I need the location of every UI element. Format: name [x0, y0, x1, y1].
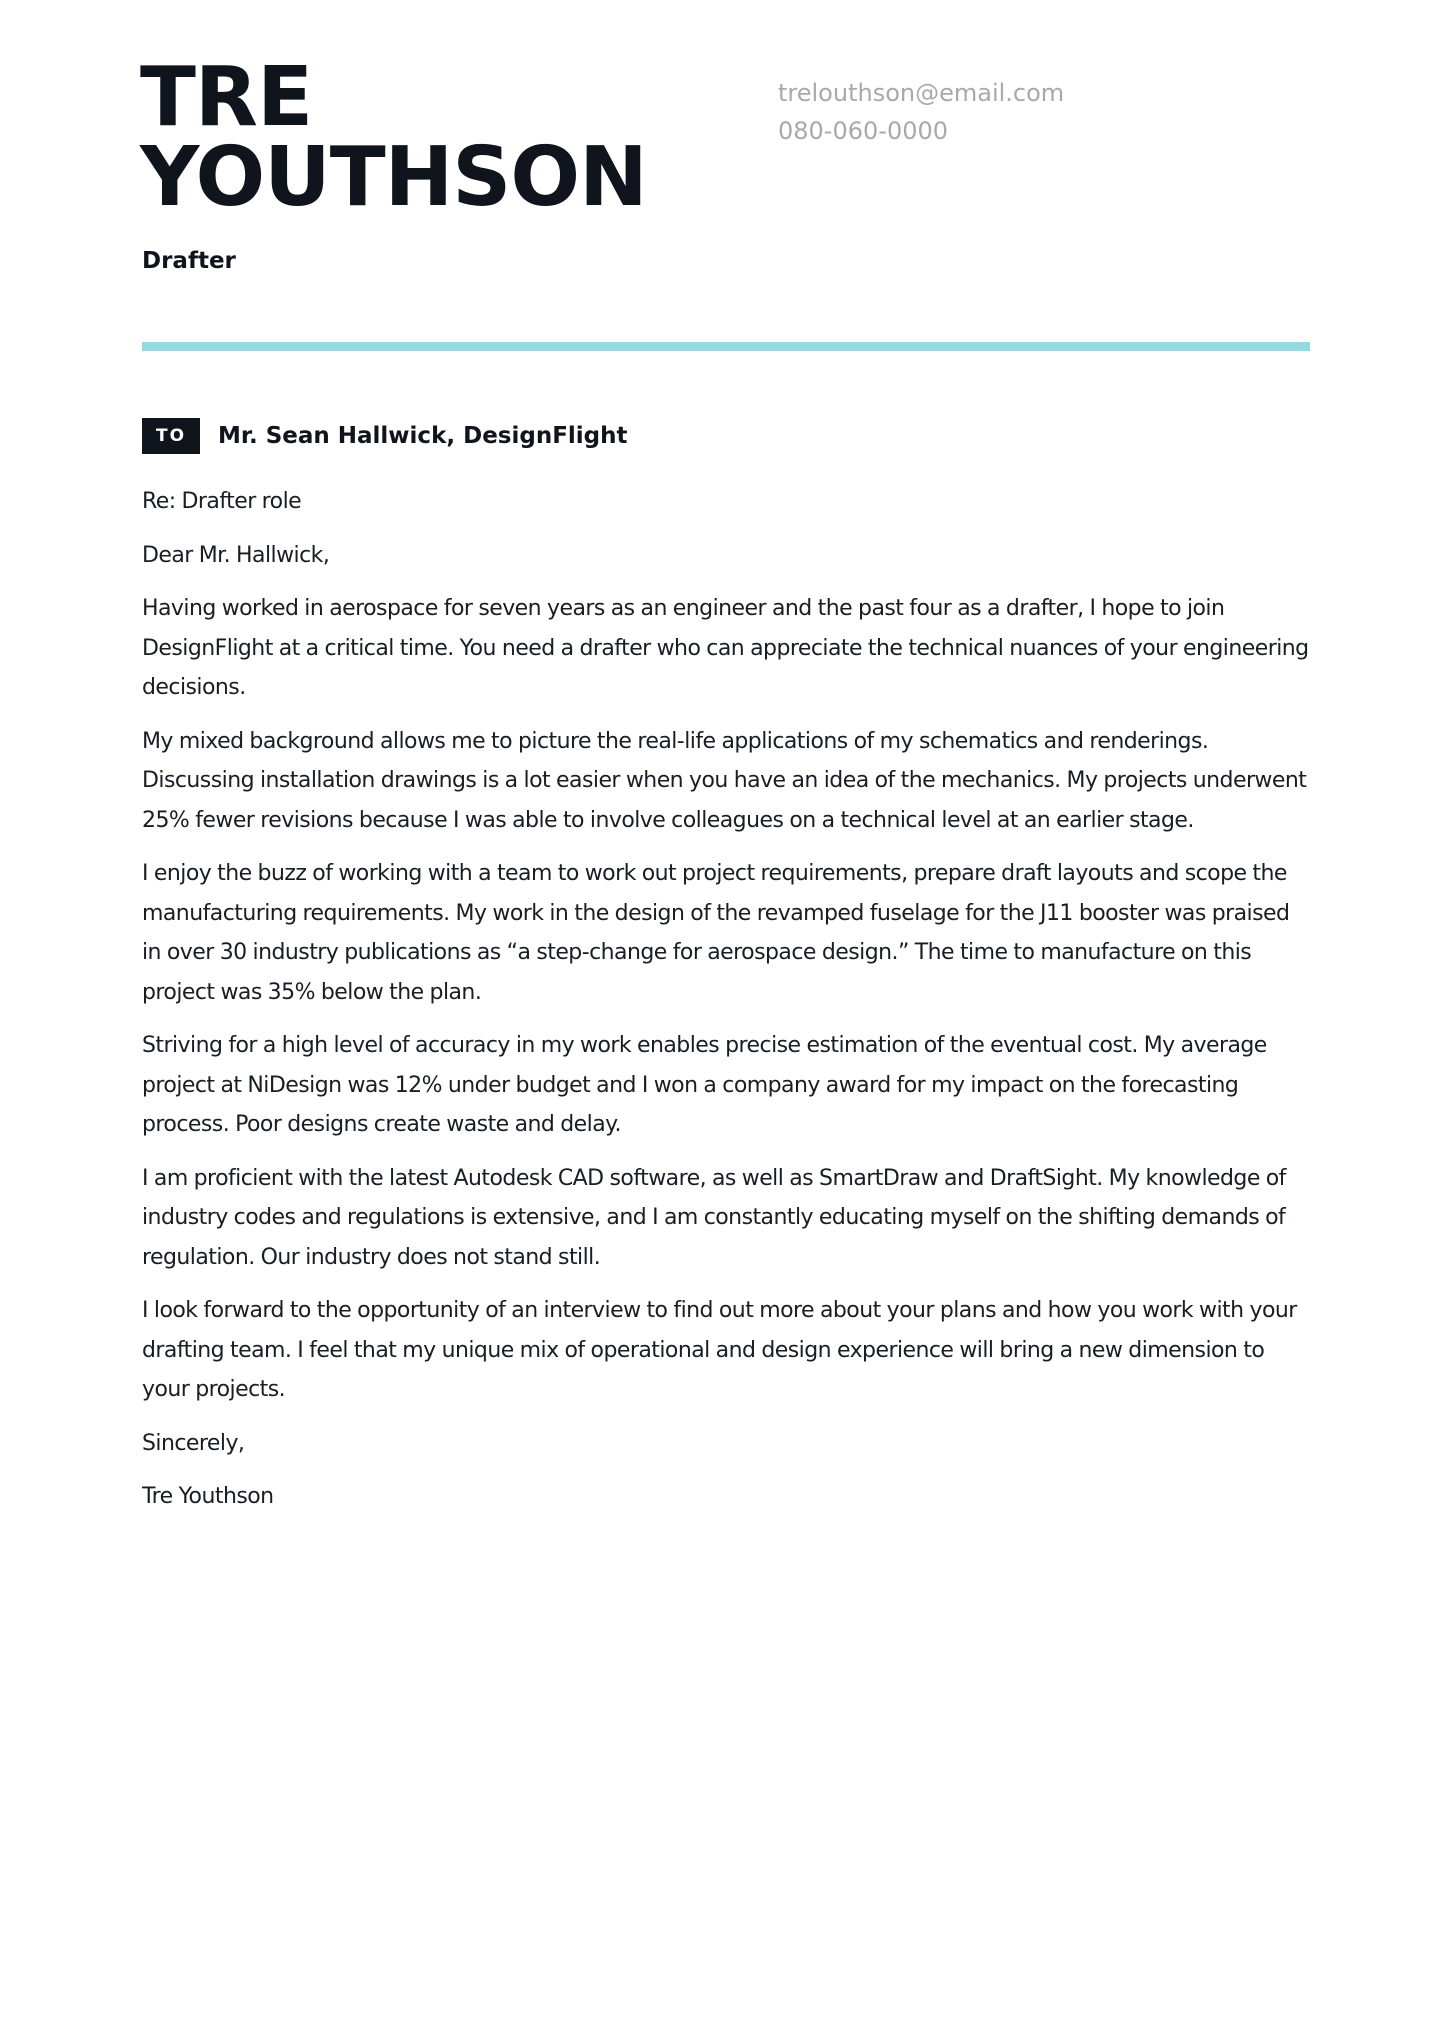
first-name: TRE: [140, 50, 313, 145]
signature: Tre Youthson: [142, 1484, 274, 1509]
job-title: Drafter: [142, 248, 236, 274]
last-name: YOUTHSON: [140, 130, 647, 225]
contact-info: [778, 74, 1064, 150]
paragraph: My mixed background allows me to picture the real-life applications of my schematics and renderings. Discussing installation drawings is a lot easier when you have an idea of the mechanics. My projects underwent 25% fewer revisions because I was able to involve colleagues on a technical level at an earlier stage.: [142, 728, 1307, 833]
email-address[interactable]: trelouthson@email.com: [778, 79, 1065, 107]
paragraph: Having worked in aerospace for seven years as an engineer and the past four as a drafter, I hope to join DesignFlight at a critical time. You need a drafter who can appreciate the technical nuances of your engineering decisions.: [142, 596, 1309, 700]
accent-divider: [142, 342, 1310, 351]
phone-number[interactable]: 080-060-0000: [778, 117, 949, 145]
recipient-row: [142, 418, 628, 454]
closing: Sincerely,: [142, 1430, 245, 1456]
paragraph: I enjoy the buzz of working with a team to work out project requirements, prepare draft layouts and scope the manufacturing requirements. My work in the design of the revamped fuselage for the J11 booster was praised in over 30 industry publications as “a step-change for aerospace design.” The time to manufacture on this project was 35% below the plan.: [142, 861, 1290, 1005]
paragraph: I am proficient with the latest Autodesk CAD software, as well as SmartDraw and DraftSight. My knowledge of industry codes and regulations is extensive, and I am constantly educating myself on the shifting demands of regulation. Our industry does not stand still.: [142, 1165, 1286, 1270]
subject-line: Re: Drafter role: [142, 489, 302, 514]
applicant-name: [140, 50, 647, 225]
salutation: Dear Mr. Hallwick,: [142, 542, 330, 568]
paragraph: Striving for a high level of accuracy in my work enables precise estimation of the eventual cost. My average project at NiDesign was 12% under budget and I won a company award for my impact on the forecasting process. Poor designs create waste and delay.: [142, 1033, 1267, 1137]
to-badge: TO: [142, 418, 200, 454]
paragraph: I look forward to the opportunity of an interview to find out more about your plans and how you work with your drafting team. I feel that my unique mix of operational and design experience will bring a new dimension to your projects.: [142, 1298, 1297, 1402]
recipient-name: Mr. Sean Hallwick, DesignFlight: [218, 423, 628, 449]
letter-body: [142, 482, 1312, 1531]
